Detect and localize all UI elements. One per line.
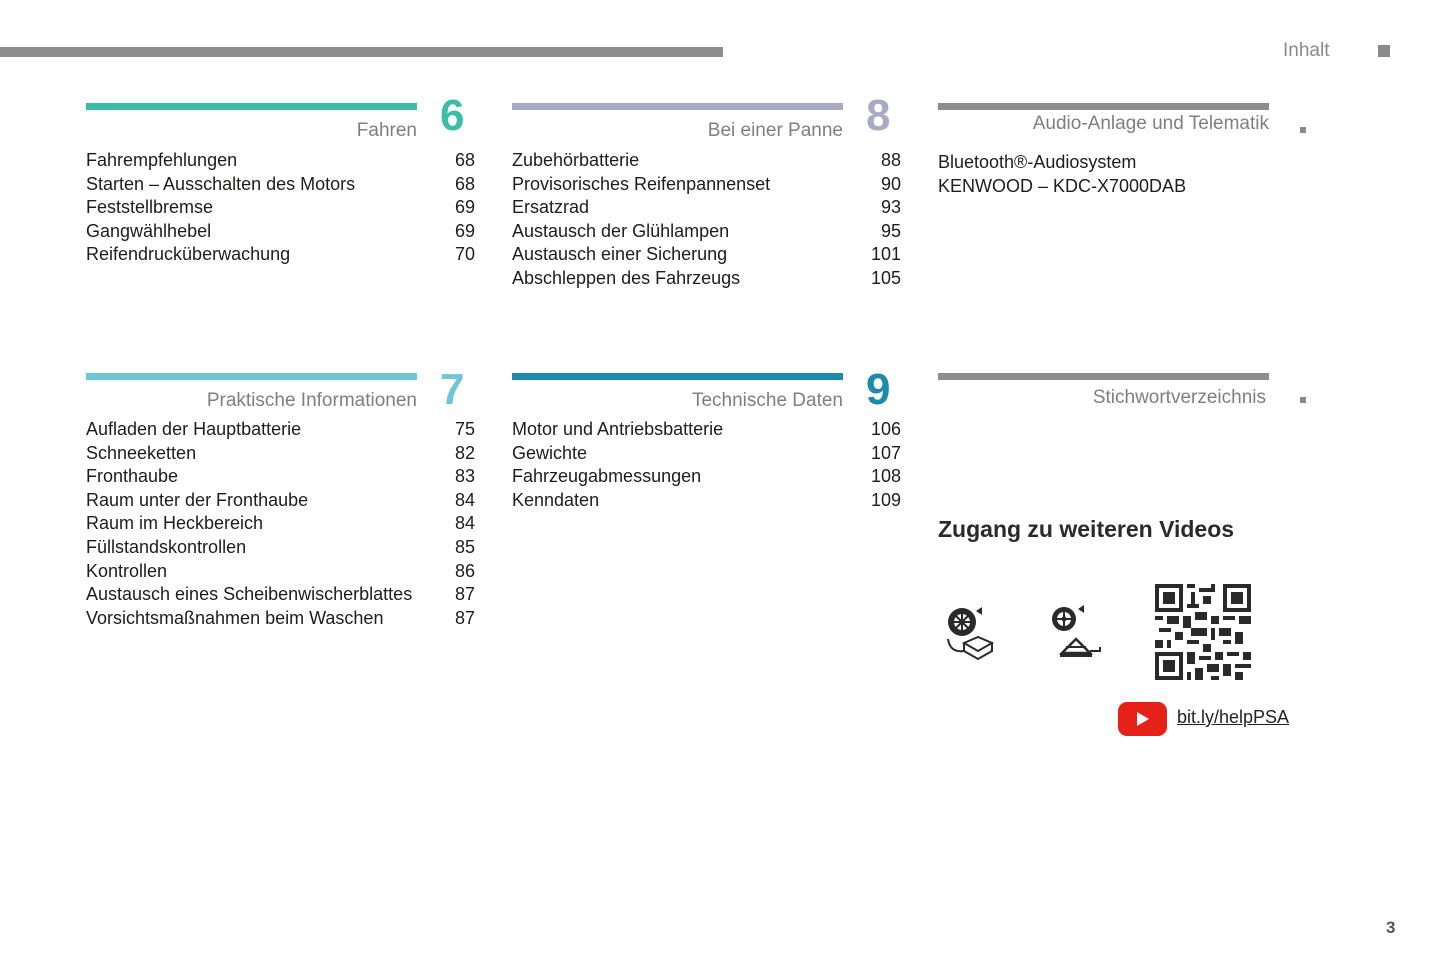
toc-entry[interactable] [86, 442, 475, 466]
section-marker-icon [1300, 127, 1306, 133]
youtube-icon[interactable] [1118, 702, 1167, 736]
toc-entry-label: Abschleppen des Fahrzeugs [512, 267, 741, 288]
toc-entry-label: Gewichte [512, 442, 588, 463]
toc-entry[interactable] [512, 173, 901, 197]
toc-entry-label: Zubehörbatterie [512, 150, 640, 170]
toc-entry-label: Bluetooth®-Audiosystem [938, 152, 1137, 172]
toc-entry[interactable] [86, 583, 475, 607]
toc-list [512, 149, 901, 291]
toc-entry[interactable] [86, 196, 475, 220]
header-bar [0, 47, 723, 57]
toc-entry[interactable] [512, 465, 901, 489]
section-bar [938, 373, 1269, 380]
section-number: 7 [440, 365, 465, 414]
toc-entry-page: 106 [870, 419, 901, 439]
toc-entry-label: Provisorisches Reifenpannenset [512, 173, 771, 194]
toc-entry-label: KENWOOD – KDC-X7000DAB [938, 175, 1187, 196]
section-title[interactable]: Technische Daten [691, 390, 843, 411]
toc-entry-page: 109 [870, 489, 901, 510]
toc-entry-label: Reifendrucküberwachung [86, 244, 291, 265]
qr-code-icon[interactable] [1155, 584, 1251, 685]
toc-entry-page: 90 [880, 173, 901, 194]
toc-entry[interactable] [938, 175, 1238, 199]
section-marker-icon [1300, 397, 1306, 403]
toc-list [938, 151, 1238, 198]
toc-list [86, 418, 475, 630]
toc-entry[interactable] [512, 489, 901, 513]
toc-entry-page: 69 [454, 197, 475, 218]
toc-entry[interactable] [512, 418, 901, 442]
toc-entry[interactable] [86, 489, 475, 513]
toc-entry-label: Schneeketten [86, 442, 197, 463]
toc-entry-label: Kontrollen [86, 560, 168, 581]
toc-entry-page: 85 [454, 536, 475, 557]
toc-entry[interactable] [86, 243, 475, 267]
toc-entry-page: 86 [454, 560, 475, 581]
toc-entry-page: 68 [454, 150, 475, 170]
section-bar [938, 103, 1269, 110]
toc-entry-page: 101 [870, 244, 901, 265]
toc-entry-page: 84 [454, 513, 475, 534]
toc-entry-label: Raum im Heckbereich [86, 513, 264, 534]
toc-entry[interactable] [512, 149, 901, 173]
toc-entry-label: Füllstandskontrollen [86, 536, 247, 557]
toc-entry[interactable] [512, 442, 901, 466]
toc-entry-label: Austausch der Glühlampen [512, 220, 730, 241]
toc-entry-page: 95 [880, 220, 901, 241]
page-header-title: Inhalt [1283, 40, 1330, 61]
toc-entry-label: Fronthaube [86, 466, 179, 487]
video-help-link[interactable]: bit.ly/helpPSA [1177, 707, 1290, 727]
toc-entry-page: 68 [454, 173, 475, 194]
toc-entry-label: Kenndaten [512, 489, 600, 510]
toc-entry[interactable] [86, 418, 475, 442]
toc-entry-label: Motor und Antriebsbatterie [512, 419, 724, 439]
toc-entry-label: Raum unter der Fronthaube [86, 489, 309, 510]
toc-entry-label: Aufladen der Hauptbatterie [86, 419, 302, 439]
toc-entry-page: 107 [870, 442, 901, 463]
toc-entry[interactable] [512, 220, 901, 244]
toc-entry[interactable] [512, 196, 901, 220]
section-title[interactable]: Stichwortverzeichnis [1092, 387, 1266, 408]
toc-entry-page: 69 [454, 220, 475, 241]
toc-entry-label: Fahrzeugabmessungen [512, 466, 702, 487]
toc-list [512, 418, 901, 512]
tyre-repair-kit-icon[interactable] [942, 603, 998, 668]
section-number: 9 [866, 365, 891, 414]
toc-entry-page: 108 [870, 466, 901, 487]
toc-entry[interactable] [86, 560, 475, 584]
toc-entry-page: 93 [880, 197, 901, 218]
toc-entry-page: 75 [454, 419, 475, 439]
toc-entry-page: 70 [454, 244, 475, 265]
toc-entry[interactable] [938, 151, 1238, 175]
toc-entry-label: Austausch eines Scheibenwischerblattes [86, 584, 413, 605]
toc-entry-page: 82 [454, 442, 475, 463]
section-title[interactable]: Bei einer Panne [707, 120, 843, 141]
section-bar [86, 373, 417, 380]
toc-entry[interactable] [86, 607, 475, 631]
videos-heading: Zugang zu weiteren Videos [938, 516, 1235, 542]
toc-entry-label: Austausch einer Sicherung [512, 244, 728, 265]
toc-entry-label: Feststellbremse [86, 197, 214, 218]
section-title[interactable]: Fahren [356, 120, 417, 141]
toc-entry-page: 88 [880, 150, 901, 170]
page-number: 3 [1386, 918, 1396, 937]
toc-entry-label: Ersatzrad [512, 197, 590, 218]
toc-entry-page: 105 [870, 267, 901, 288]
toc-entry[interactable] [86, 465, 475, 489]
toc-entry-page: 87 [454, 607, 475, 628]
toc-entry[interactable] [512, 267, 901, 291]
section-number: 6 [440, 91, 465, 140]
toc-entry[interactable] [86, 536, 475, 560]
toc-entry-label: Vorsichtsmaßnahmen beim Waschen [86, 607, 384, 628]
toc-entry-label: Gangwählhebel [86, 220, 212, 241]
toc-entry[interactable] [86, 512, 475, 536]
toc-entry-label: Fahrempfehlungen [86, 150, 238, 170]
toc-entry-page: 87 [454, 584, 475, 605]
toc-entry-label: Starten – Ausschalten des Motors [86, 173, 356, 194]
toc-entry-page: 84 [454, 489, 475, 510]
toc-entry[interactable] [86, 173, 475, 197]
section-number: 8 [866, 91, 891, 140]
toc-entry-page: 83 [454, 466, 475, 487]
spare-wheel-jack-icon[interactable] [1046, 603, 1106, 668]
section-bar [512, 373, 843, 380]
section-bar [512, 103, 843, 110]
section-bar [86, 103, 417, 110]
section-title[interactable]: Praktische Informationen [206, 390, 417, 411]
toc-entry[interactable] [86, 220, 475, 244]
toc-entry[interactable] [512, 243, 901, 267]
section-title[interactable]: Audio-Anlage und Telematik [1032, 113, 1269, 134]
toc-entry[interactable] [86, 149, 475, 173]
toc-list [86, 149, 475, 267]
header-square-icon [1378, 45, 1390, 57]
